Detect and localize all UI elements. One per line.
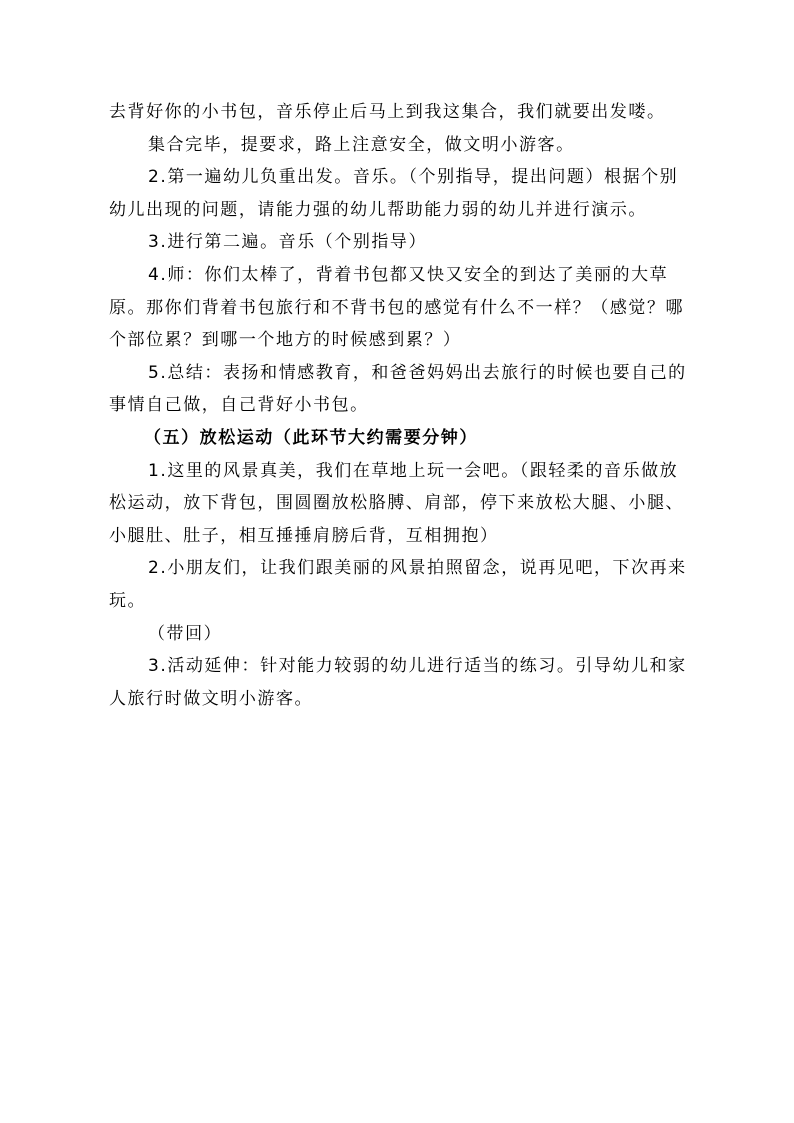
paragraph-extension: 3.活动延伸：针对能力较弱的幼儿进行适当的练习。引导幼儿和家人旅行时做文明小游客。 [109, 656, 687, 709]
paragraph-step-5: 5.总结：表扬和情感教育，和爸爸妈妈出去旅行的时候也要自己的事情自己做，自己背好小书包。 [109, 362, 687, 416]
paragraph-step-3: 3.进行第二遍。音乐（个别指导） [148, 232, 428, 253]
section-heading-relaxation: （五）放松运动（此环节大约需要分钟） [144, 427, 478, 448]
paragraph-requirements: 集合完毕，提要求，路上注意安全，做文明小游客。 [148, 134, 575, 155]
paragraph-relax-2: 2.小朋友们，让我们跟美丽的风景拍照留念，说再见吧，下次再来玩。 [109, 558, 687, 611]
paragraph-relax-1: 1.这里的风景真美，我们在草地上玩一会吧。（跟轻柔的音乐做放松运动，放下背包，围圆圈放松胳膊、肩部，停下来放松大腿、小腿、小腿肚、肚子，相互捶捶肩膀后背，互相拥抱） [109, 460, 685, 546]
paragraph-step-4: 4.师：你们太棒了，背着书包都又快又安全的到达了美丽的大草原。那你们背着书包旅行和不背书包的感觉有什么不一样？（感觉？哪个部位累？到哪一个地方的时候感到累？） [109, 264, 685, 351]
paragraph-bring-back: （带回） [148, 623, 223, 644]
document-body [109, 96, 693, 715]
paragraph-gather: 去背好你的小书包，音乐停止后马上到我这集合，我们就要出发喽。 [109, 102, 666, 122]
paragraph-step-2: 2.第一遍幼儿负重出发。音乐。（个别指导，提出问题）根据个别幼儿出现的问题，请能力强的幼儿帮助能力弱的幼儿并进行演示。 [109, 167, 679, 220]
